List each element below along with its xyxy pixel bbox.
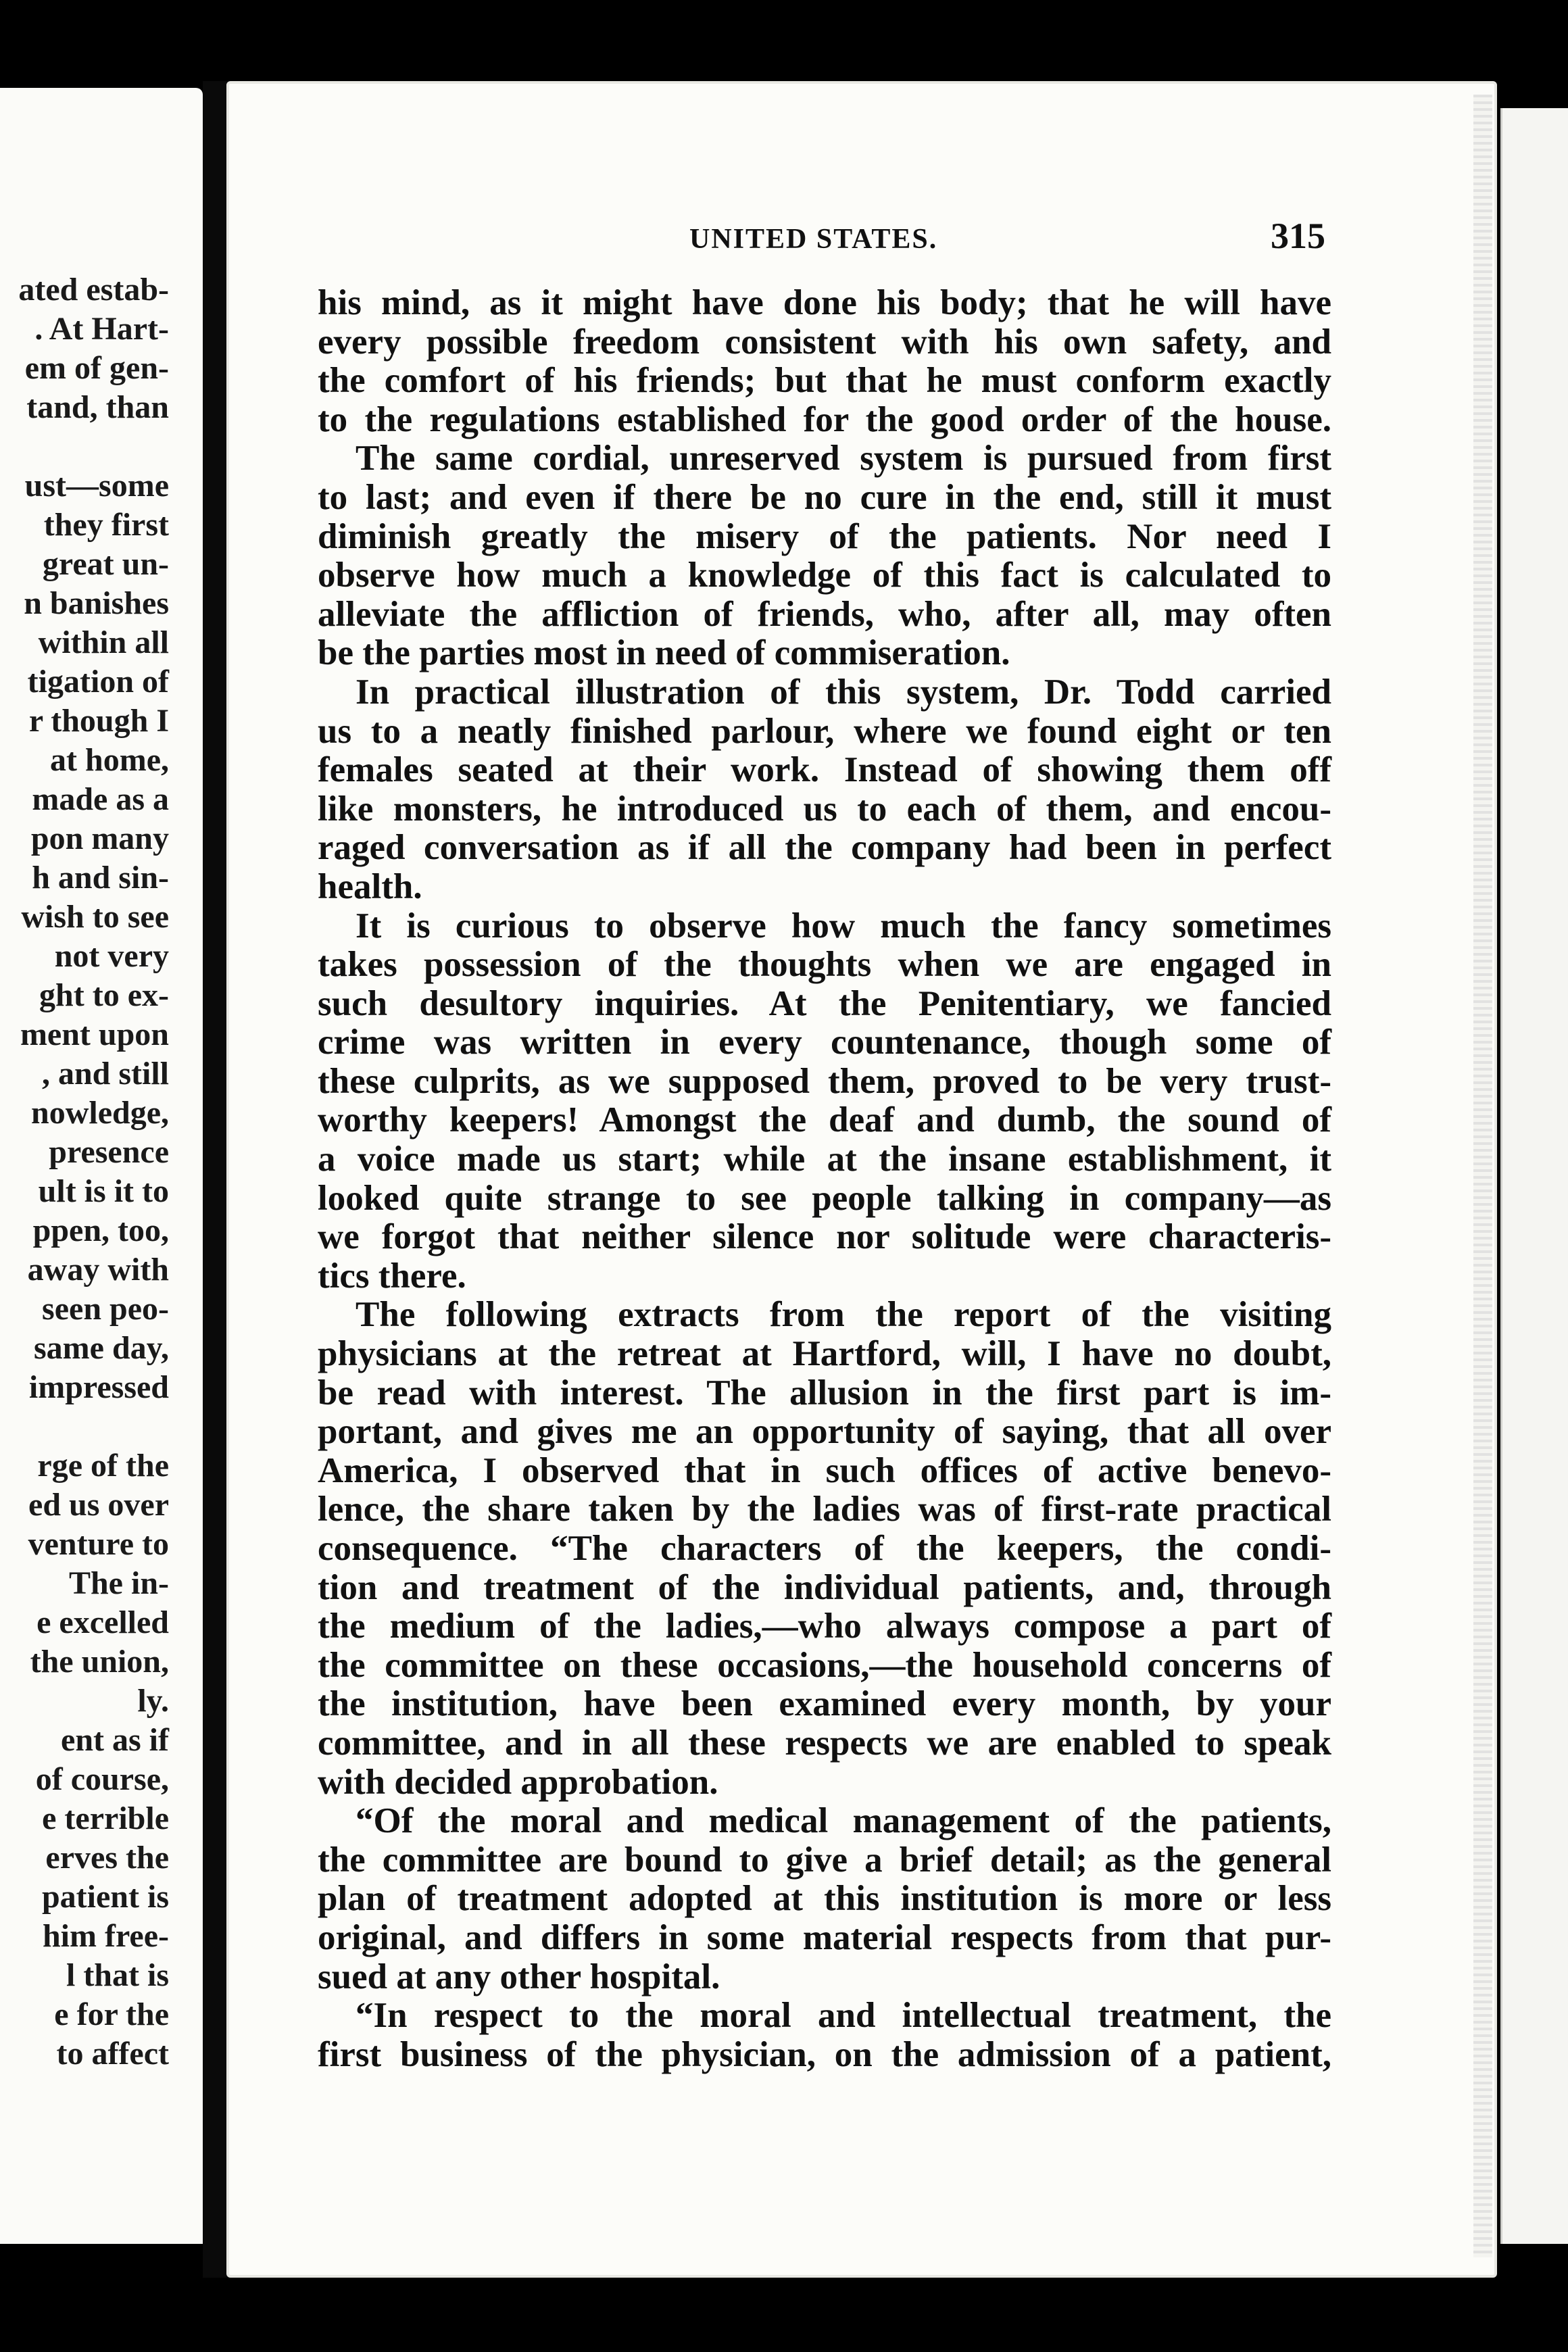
text-line: the committee on these occasions,—the household concerns of — [318, 1645, 1331, 1685]
left-page-line: wish to see — [21, 899, 169, 935]
text-line: like monsters, he introduced us to each of them, and encou- — [318, 789, 1331, 829]
text-line: to the regulations established for the good order of the house. — [318, 399, 1331, 439]
left-page-line: ust—some — [24, 468, 169, 504]
left-page-line: l that is — [66, 1957, 169, 1993]
left-page-line: great un- — [42, 546, 169, 582]
text-line: the medium of the ladies,—who always compose a part of — [318, 1607, 1331, 1646]
text-line: diminish greatly the misery of the patients. Nor need I — [318, 516, 1331, 556]
left-page-line: ment upon — [20, 1016, 169, 1052]
left-page-line: ent as if — [61, 1722, 169, 1758]
left-page-line: at home, — [50, 742, 169, 778]
text-line: The following extracts from the report of the visiting — [356, 1295, 1331, 1335]
text-line: to last; and even if there be no cure in the end, still it must — [318, 477, 1331, 517]
left-page-line: impressed — [28, 1369, 169, 1405]
left-page-line: patient is — [41, 1879, 169, 1915]
left-page-line: ght to ex- — [39, 977, 169, 1013]
left-page-line: e excelled — [36, 1604, 169, 1640]
left-page-line: erves the — [45, 1840, 169, 1876]
text-line: the comfort of his friends; but that he must conform exactly — [318, 361, 1331, 401]
text-line: worthy keepers! Amongst the deaf and dumb, the sound of — [318, 1100, 1331, 1140]
left-page-line: r though I — [28, 703, 169, 739]
text-line: raged conversation as if all the company had been in perfect — [318, 828, 1331, 868]
text-line: plan of treatment adopted at this institution is more or less — [318, 1879, 1331, 1919]
left-page-line: of course, — [35, 1761, 169, 1797]
body-text — [318, 284, 1331, 2074]
next-page-edge — [1500, 108, 1568, 2244]
text-line: his mind, as it might have done his body; that he will have — [318, 283, 1331, 322]
text-line: The same cordial, unreserved system is pursued from first — [356, 439, 1331, 479]
page-number: 315 — [1271, 216, 1325, 256]
text-line: we forgot that neither silence nor solitude were characteris- — [318, 1217, 1331, 1257]
left-page-line: not very — [54, 938, 169, 974]
text-line: these culprits, as we supposed them, proved to be very trust- — [318, 1061, 1331, 1101]
text-line: tics there. — [318, 1256, 466, 1296]
text-line: “Of the moral and medical management of the patients, — [356, 1801, 1331, 1841]
left-page-line: within all — [38, 624, 169, 660]
left-page-line: em of gen- — [24, 350, 169, 386]
text-line: sued at any other hospital. — [318, 1957, 720, 1996]
left-page-line: e terrible — [42, 1800, 169, 1836]
left-page-line: , and still — [41, 1056, 169, 1092]
left-page-line: presence — [49, 1134, 169, 1170]
text-line: be the parties most in need of commiseration. — [318, 633, 1010, 673]
left-page-line: rge of the — [37, 1448, 169, 1484]
left-page-line: seen peo- — [42, 1291, 169, 1327]
left-page-line: to affect — [56, 2036, 169, 2072]
text-line: original, and differs in some material respects from that pur- — [318, 1917, 1331, 1957]
text-line: the committee are bound to give a brief detail; as the general — [318, 1840, 1331, 1880]
left-page-line: same day, — [33, 1330, 169, 1366]
left-page-line: pon many — [30, 820, 169, 856]
text-line: first business of the physician, on the admission of a patient, — [318, 2034, 1331, 2074]
running-head: UNITED STATES. — [689, 224, 938, 255]
left-page-line: h and sin- — [32, 860, 169, 896]
left-page-line: The in- — [68, 1565, 169, 1601]
page-edge-stack — [1473, 95, 1492, 2257]
text-line: It is curious to observe how much the fancy sometimes — [356, 906, 1331, 946]
left-page-line: ly. — [137, 1683, 169, 1719]
text-line: alleviate the affliction of friends, who, after all, may often — [318, 594, 1331, 634]
previous-page-fragment — [0, 88, 203, 2244]
left-page-line: venture to — [28, 1526, 169, 1562]
text-line: every possible freedom consistent with his own safety, and — [318, 322, 1331, 362]
left-page-line: n banishes — [24, 585, 169, 621]
text-line: looked quite strange to see people talking in company—as — [318, 1178, 1331, 1218]
text-line: a voice made us start; while at the insane establishment, it — [318, 1140, 1331, 1179]
text-line: tion and treatment of the individual patients, and, through — [318, 1567, 1331, 1607]
text-line: portant, and gives me an opportunity of saying, that all over — [318, 1412, 1331, 1452]
left-page-line: him free- — [42, 1918, 169, 1954]
text-line: health. — [318, 866, 422, 906]
text-line: be read with interest. The allusion in the first part is im- — [318, 1373, 1331, 1413]
text-line: lence, the share taken by the ladies was of first-rate practical — [318, 1490, 1331, 1529]
left-page-line: ated estab- — [18, 272, 169, 308]
text-line: observe how much a knowledge of this fact is calculated to — [318, 556, 1331, 595]
left-page-line: tand, than — [26, 389, 169, 425]
left-page-line: away with — [27, 1252, 169, 1288]
left-page-line: the union, — [30, 1644, 169, 1680]
left-page-line: made as a — [32, 781, 169, 817]
text-line: physicians at the retreat at Hartford, will, I have no doubt, — [318, 1334, 1331, 1374]
left-page-line: ppen, too, — [32, 1212, 169, 1248]
text-line: takes possession of the thoughts when we are engaged in — [318, 945, 1331, 985]
text-line: with decided approbation. — [318, 1762, 718, 1802]
left-page-line: e for the — [54, 1996, 169, 2032]
text-line: committee, and in all these respects we are enabled to speak — [318, 1723, 1331, 1763]
text-line: the institution, have been examined every month, by your — [318, 1684, 1331, 1724]
text-line: America, I observed that in such offices of active benevo- — [318, 1450, 1331, 1490]
left-page-line: . At Hart- — [34, 311, 169, 347]
text-line: In practical illustration of this system, Dr. Todd carried — [356, 672, 1331, 712]
left-page-line: nowledge, — [31, 1095, 169, 1131]
left-page-line: ed us over — [28, 1487, 169, 1523]
text-line: crime was written in every countenance, though some of — [318, 1023, 1331, 1062]
text-line: such desultory inquiries. At the Penitentiary, we fancied — [318, 983, 1331, 1023]
text-line: us to a neatly finished parlour, where we found eight or ten — [318, 711, 1331, 751]
left-page-line: tigation of — [27, 664, 169, 700]
text-line: consequence. “The characters of the keepers, the condi- — [318, 1529, 1331, 1568]
left-page-line: ult is it to — [38, 1173, 169, 1209]
text-line: females seated at their work. Instead of showing them off — [318, 750, 1331, 790]
text-line: “In respect to the moral and intellectual treatment, the — [356, 1996, 1331, 2036]
left-page-line: they first — [43, 507, 169, 543]
